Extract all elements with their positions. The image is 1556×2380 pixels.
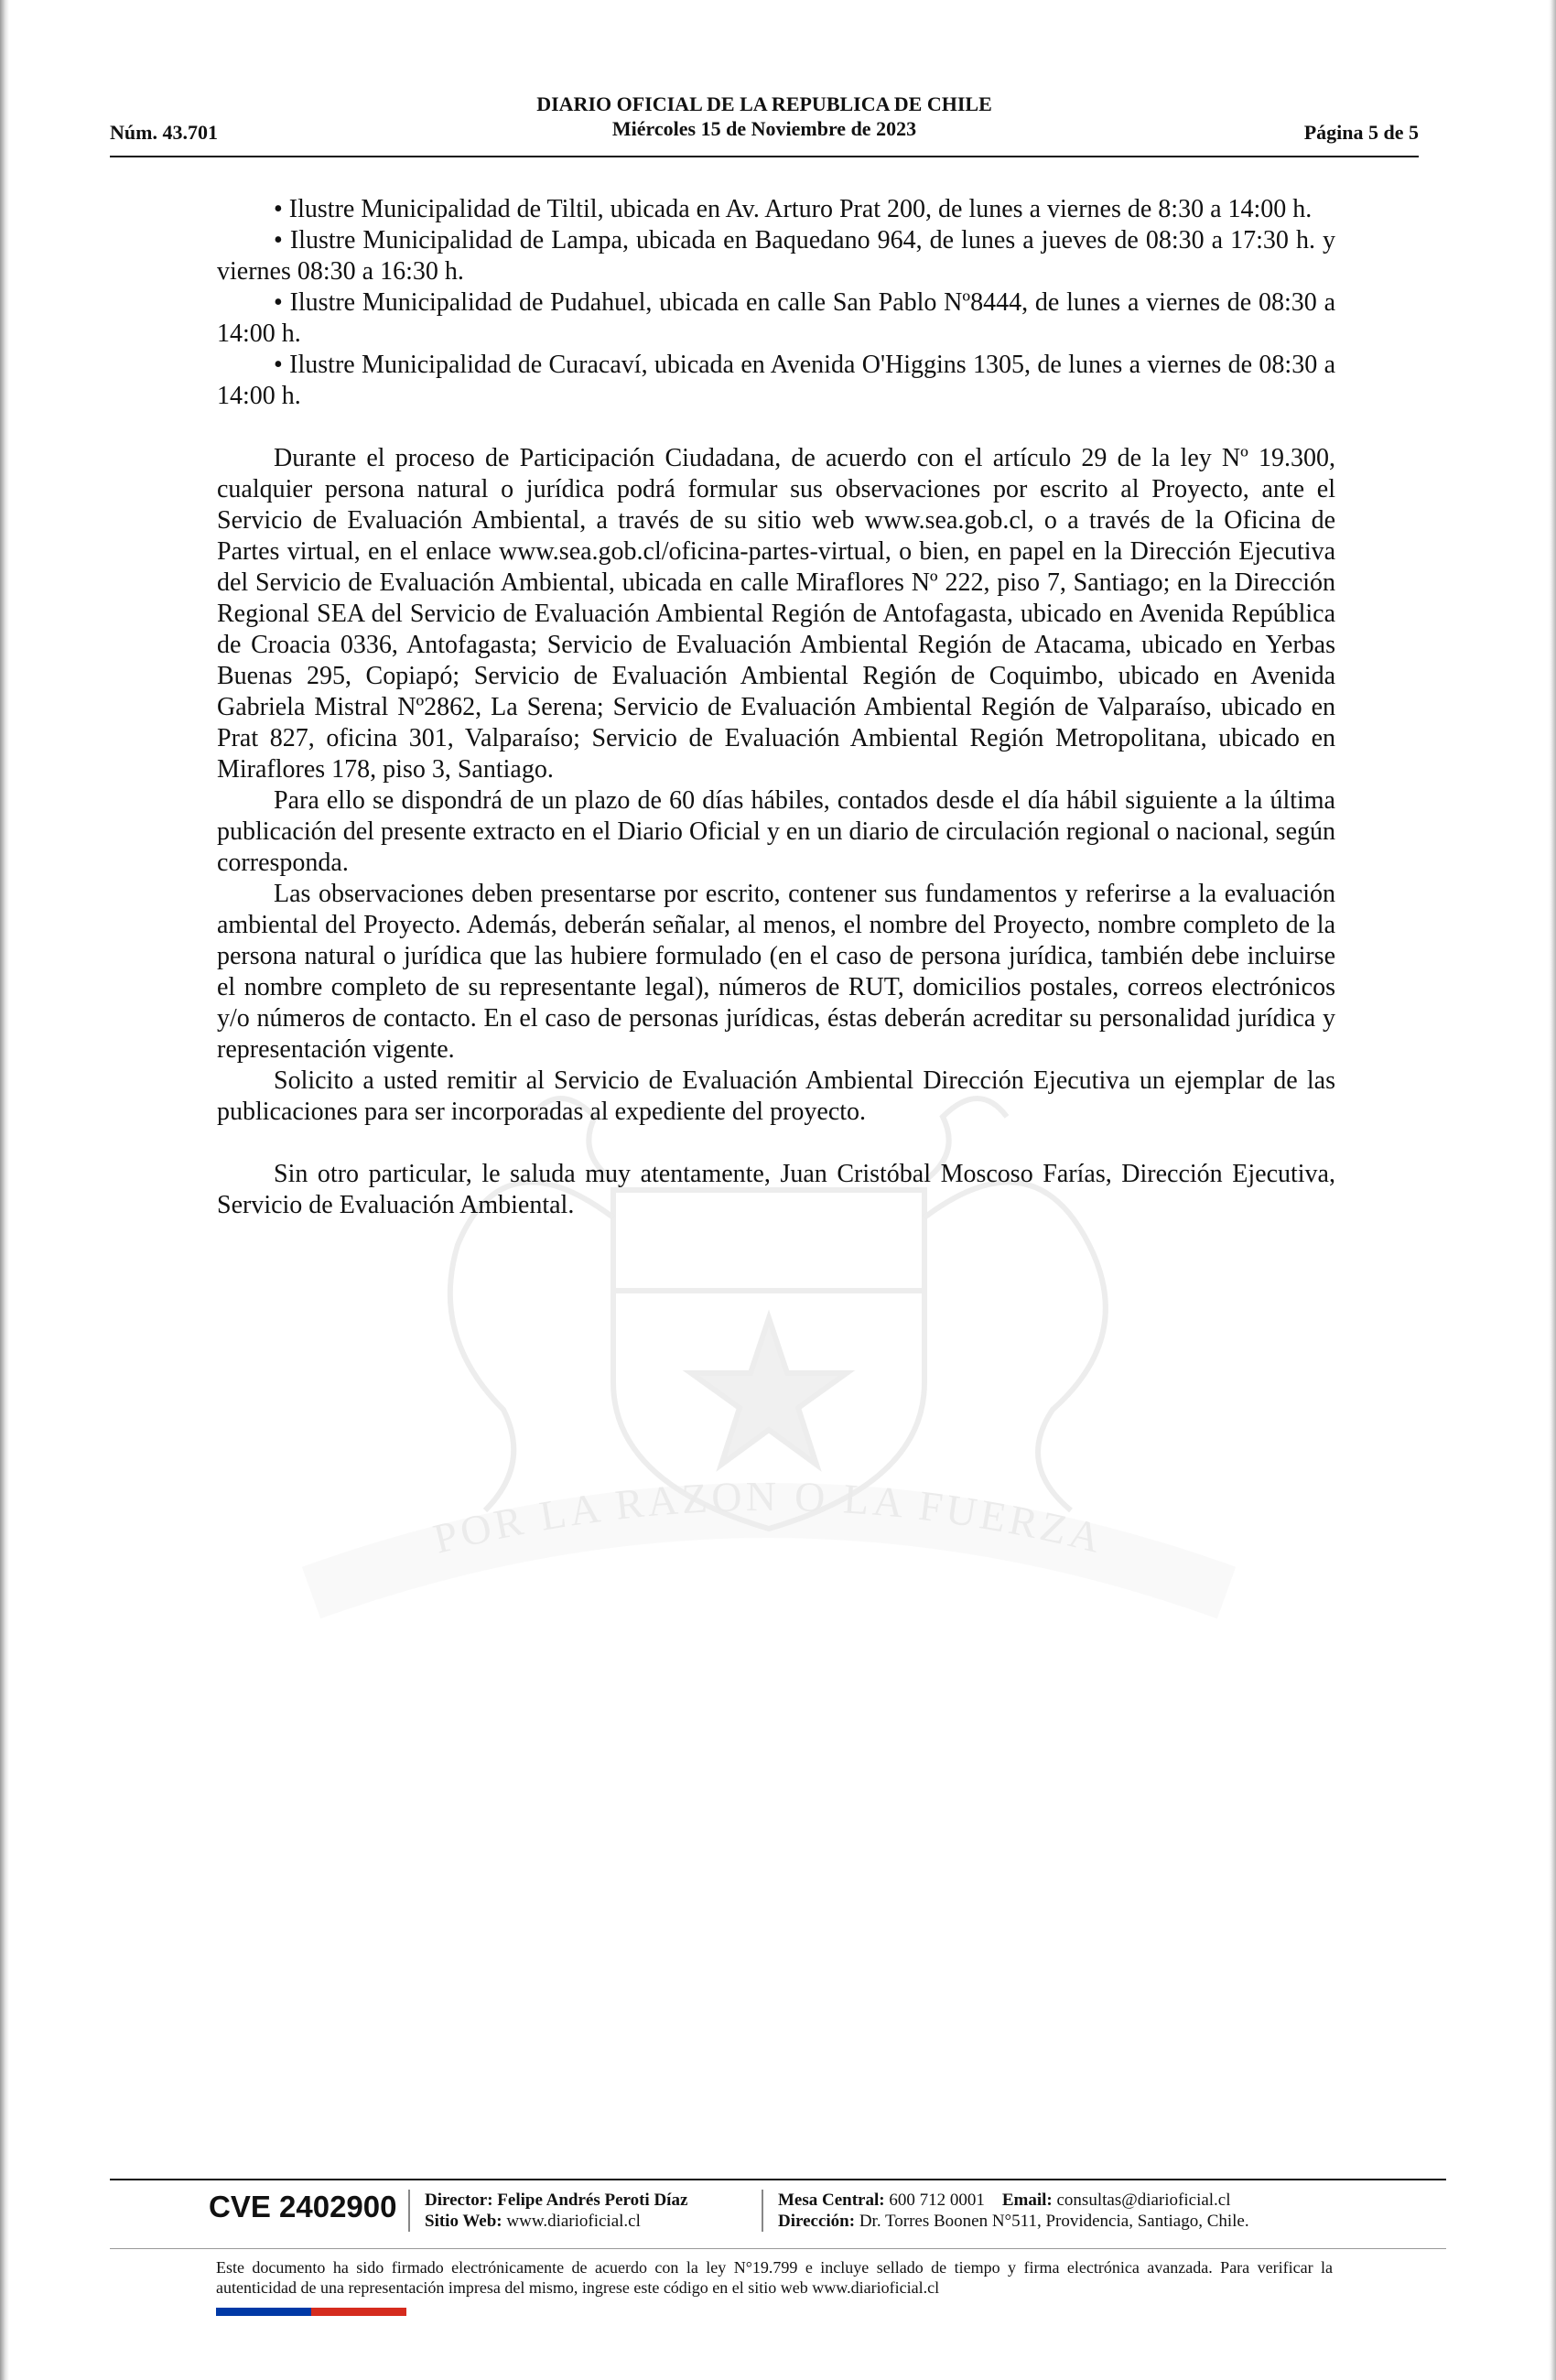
paragraph-observaciones: Las observaciones deben presentarse por escrito, contener sus fundamentos y referirse a la evaluación ambiental del Proyecto. Además, deberán señalar, al menos, el nombre del Proyecto, nombre completo de la persona natural o jurídica que las hubiere formulado (en el caso de persona jurídica, también debe incluirse el nombre completo de su representante legal), números de RUT, domicilios postales, correos electrónicos y/o números de contacto. En el caso de personas jurídicas, éstas deberán acreditar su personalidad jurídica y representación vigente.	[217, 880, 1335, 1064]
director-label: Director:	[425, 2191, 493, 2210]
footer-separator	[408, 2190, 410, 2232]
footer-separator	[762, 2190, 763, 2232]
phone-label: Mesa Central:	[778, 2191, 885, 2210]
website-label: Sitio Web:	[425, 2212, 502, 2231]
flag-segment	[311, 2308, 359, 2316]
address-label: Dirección:	[778, 2212, 856, 2231]
header-divider	[110, 156, 1419, 157]
footer-info	[110, 2182, 1446, 2239]
list-item-tiltil: • Ilustre Municipalidad de Tiltil, ubicada en Av. Arturo Prat 200, de lunes a viernes de 8:30 a 14:00 h.	[274, 195, 1313, 223]
watermark-motto: POR LA RAZON O LA FUERZA	[428, 1472, 1109, 1563]
phone-number: 600 712 0001	[889, 2191, 985, 2210]
address-text: Dr. Torres Boonen N°511, Providencia, Santiago, Chile.	[859, 2212, 1249, 2231]
publication-title: DIARIO OFICIAL DE LA REPUBLICA DE CHILE	[536, 92, 992, 115]
flag-segment	[359, 2308, 406, 2316]
footer-director-block	[425, 2190, 687, 2232]
footer-contact-block	[778, 2190, 1249, 2232]
page-header	[110, 92, 1419, 157]
website-link[interactable]: www.diarioficial.cl	[506, 2212, 641, 2231]
list-item-lampa: • Ilustre Municipalidad de Lampa, ubicada en Baquedano 964, de lunes a jueves de 08:30 a 17:30 h. y viernes 08:30 a 16:30 h.	[217, 226, 1335, 286]
footer-divider-bottom	[110, 2248, 1446, 2249]
email-link[interactable]: consultas@diarioficial.cl	[1056, 2191, 1231, 2210]
paragraph-solicitud: Solicito a usted remitir al Servicio de Evaluación Ambiental Dirección Ejecutiva un ejemplar de las publicaciones para ser incorporadas al expediente del proyecto.	[217, 1066, 1335, 1126]
paragraph-plazo: Para ello se dispondrá de un plazo de 60 días hábiles, contados desde el día hábil siguiente a la última publicación del presente extracto en el Diario Oficial y en un diario de circulación regional o nacional, según corresponda.	[217, 786, 1335, 877]
issue-date: Miércoles 15 de Noviembre de 2023	[611, 117, 917, 140]
flag-segment	[264, 2308, 311, 2316]
flag-segment	[216, 2308, 264, 2316]
director-name: Felipe Andrés Peroti Díaz	[497, 2191, 688, 2210]
paragraph-participacion: Durante el proceso de Participación Ciudadana, de acuerdo con el artículo 29 de la ley Nº 19.300, cualquier persona natural o jurídica podrá formular sus observaciones por escrito al Proyecto, ante el Servicio de Evaluación Ambiental, a través de su sitio web www.sea.gob.cl, o a través de la Oficina de Partes virtual, en el enlace www.sea.gob.cl/oficina-partes-virtual, o bien, en papel en la Dirección Ejecutiva del Servicio de Evaluación Ambiental, ubicada en calle Miraflores Nº 222, piso 7, Santiago; en la Dirección Regional SEA del Servicio de Evaluación Ambiental Región de Antofagasta, ubicado en Avenida República de Croacia 0336, Antofagasta; Servicio de Evaluación Ambiental Región de Atacama, ubicado en Yerbas Buenas 295, Copiapó; Servicio de Evaluación Ambiental Región de Coquimbo, ubicado en Avenida Gabriela Mistral Nº2862, La Serena; Servicio de Evaluación Ambiental Región de Valparaíso, ubicado en Prat 827, oficina 301, Valparaíso; Servicio de Evaluación Ambiental Región Metropolitana, ubicado en Miraflores 178, piso 3, Santiago.	[217, 444, 1335, 784]
issue-number: Núm. 43.701	[110, 121, 218, 144]
page-shadow-left	[0, 0, 9, 2380]
list-item-curacavi: • Ilustre Municipalidad de Curacaví, ubicada en Avenida O'Higgins 1305, de lunes a viernes de 08:30 a 14:00 h.	[217, 351, 1335, 410]
cve-code: CVE 2402900	[209, 2190, 397, 2223]
list-item-pudahuel: • Ilustre Municipalidad de Pudahuel, ubicada en calle San Pablo Nº8444, de lunes a viernes de 08:30 a 14:00 h.	[217, 288, 1335, 348]
page-number: Página 5 de 5	[1303, 121, 1419, 144]
chile-flag-stripe	[216, 2308, 406, 2316]
footer-divider-top	[110, 2179, 1446, 2180]
email-label: Email:	[1001, 2191, 1053, 2210]
page-shadow-right	[1549, 0, 1556, 2380]
legal-notice: Este documento ha sido firmado electrónicamente de acuerdo con la ley N°19.799 e incluye sellado de tiempo y firma electrónica avanzada. Para verificar la autenticidad de una representación impresa del mismo, ingrese este código en el sitio web www.diarioficial.cl	[216, 2258, 1333, 2297]
document-body	[217, 194, 1335, 1221]
paragraph-signature: Sin otro particular, le saluda muy atentamente, Juan Cristóbal Moscoso Farías, Dirección Ejecutiva, Servicio de Evaluación Ambiental.	[217, 1160, 1335, 1219]
